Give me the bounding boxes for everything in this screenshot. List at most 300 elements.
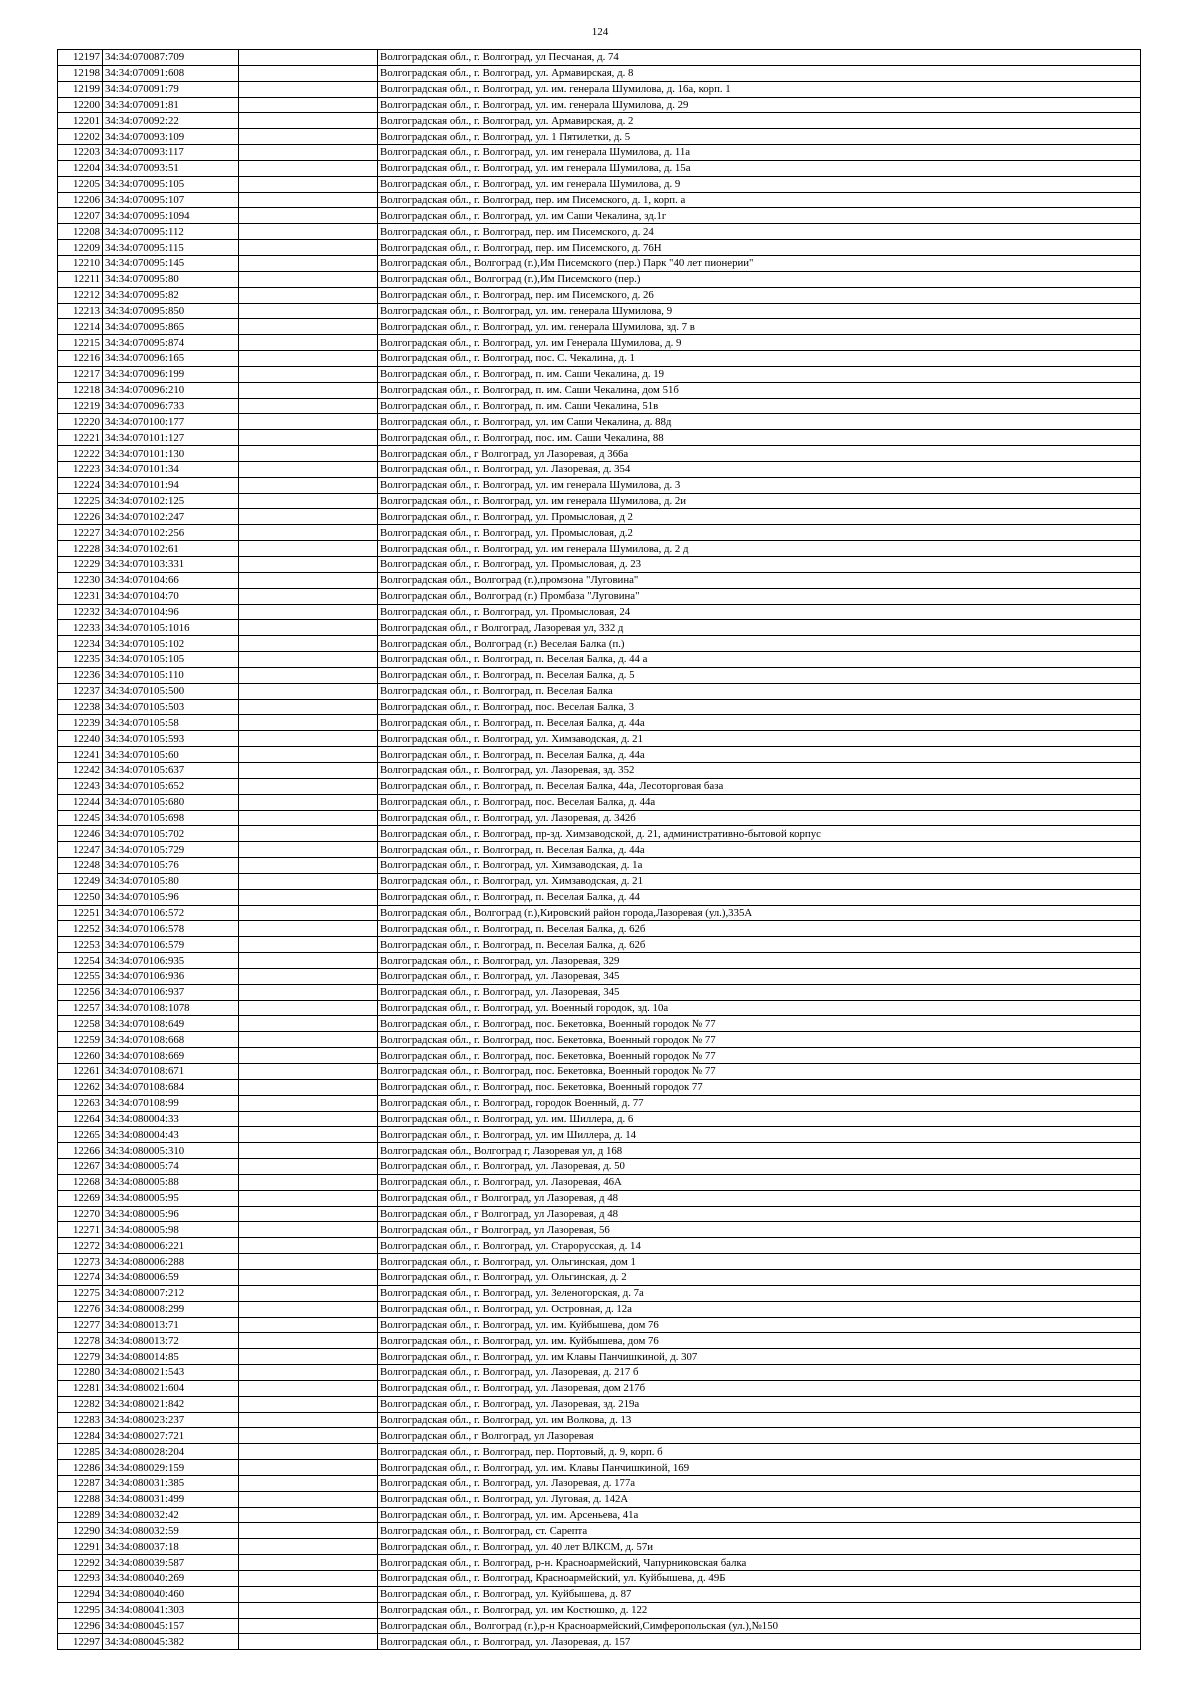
- blank-cell: [239, 255, 378, 271]
- address-cell: Волгоградская обл., г Волгоград, ул Лазоревая, 56: [378, 1222, 1141, 1238]
- cadastral-number-cell: 34:34:080041:303: [103, 1602, 239, 1618]
- cadastral-number-cell: 34:34:080005:98: [103, 1222, 239, 1238]
- table-row: [58, 366, 1141, 382]
- blank-cell: [239, 303, 378, 319]
- address-cell: Волгоградская обл., г. Волгоград, ул. им генерала Шумилова, д. 15а: [378, 160, 1141, 176]
- blank-cell: [239, 446, 378, 462]
- address-cell: Волгоградская обл., г. Волгоград, п. Веселая Балка, д. 44 а: [378, 652, 1141, 668]
- blank-cell: [239, 541, 378, 557]
- registry-table: [57, 49, 1141, 1650]
- blank-cell: [239, 1206, 378, 1222]
- table-row: [58, 1412, 1141, 1428]
- address-cell: Волгоградская обл., г. Волгоград, ул. им Костюшко, д. 122: [378, 1602, 1141, 1618]
- blank-cell: [239, 129, 378, 145]
- address-cell: Волгоградская обл., г. Волгоград, ул. Лазоревая, 345: [378, 968, 1141, 984]
- table-row: [58, 1475, 1141, 1491]
- blank-cell: [239, 1444, 378, 1460]
- table-row: [58, 794, 1141, 810]
- address-cell: Волгоградская обл., г. Волгоград, пер. им Писемского, д. 24: [378, 224, 1141, 240]
- cadastral-number-cell: 34:34:070105:105: [103, 652, 239, 668]
- cadastral-number-cell: 34:34:070095:1094: [103, 208, 239, 224]
- blank-cell: [239, 1095, 378, 1111]
- cadastral-number-cell: 34:34:070101:34: [103, 461, 239, 477]
- table-row: [58, 1285, 1141, 1301]
- table-row: [58, 81, 1141, 97]
- record-number-cell: 12245: [58, 810, 103, 826]
- table-row: [58, 1174, 1141, 1190]
- record-number-cell: 12199: [58, 81, 103, 97]
- record-number-cell: 12234: [58, 636, 103, 652]
- address-cell: Волгоградская обл., г. Волгоград, п. Веселая Балка, д. 44: [378, 889, 1141, 905]
- record-number-cell: 12236: [58, 667, 103, 683]
- cadastral-number-cell: 34:34:070093:51: [103, 160, 239, 176]
- address-cell: Волгоградская обл., Волгоград г, Лазоревая ул, д 168: [378, 1143, 1141, 1159]
- blank-cell: [239, 858, 378, 874]
- blank-cell: [239, 1555, 378, 1571]
- blank-cell: [239, 208, 378, 224]
- cadastral-number-cell: 34:34:070105:1016: [103, 620, 239, 636]
- record-number-cell: 12217: [58, 366, 103, 382]
- table-row: [58, 1222, 1141, 1238]
- cadastral-number-cell: 34:34:070091:79: [103, 81, 239, 97]
- table-row: [58, 953, 1141, 969]
- address-cell: Волгоградская обл., г. Волгоград, ул. Лазоревая, 46А: [378, 1174, 1141, 1190]
- blank-cell: [239, 1143, 378, 1159]
- cadastral-number-cell: 34:34:070105:680: [103, 794, 239, 810]
- table-row: [58, 1032, 1141, 1048]
- record-number-cell: 12213: [58, 303, 103, 319]
- cadastral-number-cell: 34:34:070095:82: [103, 287, 239, 303]
- address-cell: Волгоградская обл., г. Волгоград, ул. им. генерала Шумилова, зд. 7 в: [378, 319, 1141, 335]
- blank-cell: [239, 1475, 378, 1491]
- table-row: [58, 1079, 1141, 1095]
- table-row: [58, 715, 1141, 731]
- address-cell: Волгоградская обл., г. Волгоград, ул. им. Куйбышева, дом 76: [378, 1333, 1141, 1349]
- cadastral-number-cell: 34:34:070103:331: [103, 557, 239, 573]
- address-cell: Волгоградская обл., г. Волгоград, ул. Лазоревая, д. 157: [378, 1634, 1141, 1650]
- blank-cell: [239, 1238, 378, 1254]
- address-cell: Волгоградская обл., г. Волгоград, ул. Лазоревая, дом 217б: [378, 1380, 1141, 1396]
- table-row: [58, 1301, 1141, 1317]
- table-row: [58, 1602, 1141, 1618]
- address-cell: Волгоградская обл., г. Волгоград, ул. Лазоревая, д. 354: [378, 461, 1141, 477]
- cadastral-number-cell: 34:34:070096:199: [103, 366, 239, 382]
- record-number-cell: 12211: [58, 271, 103, 287]
- table-row: [58, 1000, 1141, 1016]
- blank-cell: [239, 667, 378, 683]
- record-number-cell: 12291: [58, 1539, 103, 1555]
- address-cell: Волгоградская обл., г. Волгоград, ул. им. Клавы Панчишкиной, 169: [378, 1460, 1141, 1476]
- record-number-cell: 12238: [58, 699, 103, 715]
- cadastral-number-cell: 34:34:070101:127: [103, 430, 239, 446]
- record-number-cell: 12223: [58, 461, 103, 477]
- record-number-cell: 12230: [58, 572, 103, 588]
- blank-cell: [239, 1048, 378, 1064]
- blank-cell: [239, 160, 378, 176]
- record-number-cell: 12267: [58, 1159, 103, 1175]
- record-number-cell: 12274: [58, 1269, 103, 1285]
- cadastral-number-cell: 34:34:070102:125: [103, 493, 239, 509]
- record-number-cell: 12229: [58, 557, 103, 573]
- cadastral-number-cell: 34:34:080013:72: [103, 1333, 239, 1349]
- cadastral-number-cell: 34:34:070106:937: [103, 984, 239, 1000]
- cadastral-number-cell: 34:34:070092:22: [103, 113, 239, 129]
- blank-cell: [239, 715, 378, 731]
- address-cell: Волгоградская обл., г. Волгоград, ул. Лазоревая, д. 177а: [378, 1475, 1141, 1491]
- cadastral-number-cell: 34:34:070105:503: [103, 699, 239, 715]
- record-number-cell: 12244: [58, 794, 103, 810]
- table-row: [58, 271, 1141, 287]
- cadastral-number-cell: 34:34:070100:177: [103, 414, 239, 430]
- address-cell: Волгоградская обл., г. Волгоград, п. им. Саши Чекалина, д. 19: [378, 366, 1141, 382]
- table-row: [58, 1127, 1141, 1143]
- address-cell: Волгоградская обл., г. Волгоград, ул. им генерала Шумилова, д. 3: [378, 477, 1141, 493]
- cadastral-number-cell: 34:34:070105:698: [103, 810, 239, 826]
- cadastral-number-cell: 34:34:080006:59: [103, 1269, 239, 1285]
- cadastral-number-cell: 34:34:070104:96: [103, 604, 239, 620]
- record-number-cell: 12232: [58, 604, 103, 620]
- address-cell: Волгоградская обл., г. Волгоград, пос. С. Чекалина, д. 1: [378, 351, 1141, 367]
- cadastral-number-cell: 34:34:080006:288: [103, 1254, 239, 1270]
- cadastral-number-cell: 34:34:070105:58: [103, 715, 239, 731]
- address-cell: Волгоградская обл., г. Волгоград, городок Военный, д. 77: [378, 1095, 1141, 1111]
- blank-cell: [239, 1111, 378, 1127]
- cadastral-number-cell: 34:34:070091:608: [103, 65, 239, 81]
- blank-cell: [239, 319, 378, 335]
- cadastral-number-cell: 34:34:080045:382: [103, 1634, 239, 1650]
- cadastral-number-cell: 34:34:080021:842: [103, 1396, 239, 1412]
- registry-table-body: [58, 50, 1141, 1650]
- record-number-cell: 12198: [58, 65, 103, 81]
- address-cell: Волгоградская обл., г. Волгоград, пос. Веселая Балка, д. 44а: [378, 794, 1141, 810]
- address-cell: Волгоградская обл., г. Волгоград, пр-зд. Химзаводской, д. 21, административно-бытовой корпус: [378, 826, 1141, 842]
- cadastral-number-cell: 34:34:080031:385: [103, 1475, 239, 1491]
- address-cell: Волгоградская обл., г. Волгоград, пер. Портовый, д. 9, корп. б: [378, 1444, 1141, 1460]
- record-number-cell: 12287: [58, 1475, 103, 1491]
- address-cell: Волгоградская обл., г. Волгоград, пос. им. Саши Чекалина, 88: [378, 430, 1141, 446]
- address-cell: Волгоградская обл., г. Волгоград, п. Веселая Балка, д. 44а: [378, 842, 1141, 858]
- record-number-cell: 12227: [58, 525, 103, 541]
- cadastral-number-cell: 34:34:070093:117: [103, 145, 239, 161]
- blank-cell: [239, 1032, 378, 1048]
- blank-cell: [239, 1016, 378, 1032]
- record-number-cell: 12254: [58, 953, 103, 969]
- cadastral-number-cell: 34:34:070096:210: [103, 382, 239, 398]
- table-row: [58, 1317, 1141, 1333]
- address-cell: Волгоградская обл., г. Волгоград, ул. Химзаводская, д. 21: [378, 731, 1141, 747]
- cadastral-number-cell: 34:34:070105:702: [103, 826, 239, 842]
- cadastral-number-cell: 34:34:070108:668: [103, 1032, 239, 1048]
- cadastral-number-cell: 34:34:070102:256: [103, 525, 239, 541]
- address-cell: Волгоградская обл., г. Волгоград, ул. Армавирская, д. 8: [378, 65, 1141, 81]
- record-number-cell: 12235: [58, 652, 103, 668]
- record-number-cell: 12260: [58, 1048, 103, 1064]
- record-number-cell: 12263: [58, 1095, 103, 1111]
- blank-cell: [239, 81, 378, 97]
- cadastral-number-cell: 34:34:080040:460: [103, 1586, 239, 1602]
- record-number-cell: 12252: [58, 921, 103, 937]
- table-row: [58, 1190, 1141, 1206]
- address-cell: Волгоградская обл., г. Волгоград, ул. Военный городок, зд. 10а: [378, 1000, 1141, 1016]
- table-row: [58, 1111, 1141, 1127]
- record-number-cell: 12255: [58, 968, 103, 984]
- address-cell: Волгоградская обл., г Волгоград, Лазоревая ул, 332 д: [378, 620, 1141, 636]
- table-row: [58, 509, 1141, 525]
- blank-cell: [239, 921, 378, 937]
- address-cell: Волгоградская обл., г. Волгоград, ул. им генерала Шумилова, д. 2и: [378, 493, 1141, 509]
- blank-cell: [239, 65, 378, 81]
- table-row: [58, 129, 1141, 145]
- table-row: [58, 1380, 1141, 1396]
- table-row: [58, 1254, 1141, 1270]
- cadastral-number-cell: 34:34:080032:59: [103, 1523, 239, 1539]
- address-cell: Волгоградская обл., г. Волгоград, ул. им генерала Шумилова, д. 2 д: [378, 541, 1141, 557]
- cadastral-number-cell: 34:34:080021:543: [103, 1365, 239, 1381]
- cadastral-number-cell: 34:34:070095:850: [103, 303, 239, 319]
- blank-cell: [239, 1254, 378, 1270]
- blank-cell: [239, 97, 378, 113]
- address-cell: Волгоградская обл., г. Волгоград, ул. им Генерала Шумилова, д. 9: [378, 335, 1141, 351]
- address-cell: Волгоградская обл., г. Волгоград, ул. им. генерала Шумилова, д. 29: [378, 97, 1141, 113]
- table-row: [58, 1571, 1141, 1587]
- table-row: [58, 477, 1141, 493]
- blank-cell: [239, 398, 378, 414]
- record-number-cell: 12249: [58, 873, 103, 889]
- address-cell: Волгоградская обл., г. Волгоград, пос. Бекетовка, Военный городок № 77: [378, 1064, 1141, 1080]
- record-number-cell: 12265: [58, 1127, 103, 1143]
- blank-cell: [239, 699, 378, 715]
- record-number-cell: 12197: [58, 50, 103, 66]
- blank-cell: [239, 493, 378, 509]
- table-row: [58, 1206, 1141, 1222]
- cadastral-number-cell: 34:34:070105:60: [103, 747, 239, 763]
- cadastral-number-cell: 34:34:070108:649: [103, 1016, 239, 1032]
- blank-cell: [239, 1539, 378, 1555]
- cadastral-number-cell: 34:34:070091:81: [103, 97, 239, 113]
- record-number-cell: 12270: [58, 1206, 103, 1222]
- record-number-cell: 12242: [58, 762, 103, 778]
- address-cell: Волгоградская обл., г. Волгоград, ул. им Саши Чекалина, зд.1г: [378, 208, 1141, 224]
- table-row: [58, 50, 1141, 66]
- cadastral-number-cell: 34:34:070101:130: [103, 446, 239, 462]
- record-number-cell: 12266: [58, 1143, 103, 1159]
- blank-cell: [239, 652, 378, 668]
- cadastral-number-cell: 34:34:070095:874: [103, 335, 239, 351]
- cadastral-number-cell: 34:34:070105:500: [103, 683, 239, 699]
- cadastral-number-cell: 34:34:080029:159: [103, 1460, 239, 1476]
- address-cell: Волгоградская обл., Волгоград (г.) Веселая Балка (п.): [378, 636, 1141, 652]
- cadastral-number-cell: 34:34:070105:637: [103, 762, 239, 778]
- cadastral-number-cell: 34:34:070105:652: [103, 778, 239, 794]
- record-number-cell: 12200: [58, 97, 103, 113]
- cadastral-number-cell: 34:34:070101:94: [103, 477, 239, 493]
- blank-cell: [239, 557, 378, 573]
- address-cell: Волгоградская обл., г. Волгоград, ул. Лазоревая, 329: [378, 953, 1141, 969]
- table-row: [58, 382, 1141, 398]
- address-cell: Волгоградская обл., г Волгоград, ул Лазоревая, д 48: [378, 1206, 1141, 1222]
- blank-cell: [239, 50, 378, 66]
- blank-cell: [239, 572, 378, 588]
- table-row: [58, 557, 1141, 573]
- cadastral-number-cell: 34:34:070105:593: [103, 731, 239, 747]
- record-number-cell: 12239: [58, 715, 103, 731]
- blank-cell: [239, 620, 378, 636]
- table-row: [58, 351, 1141, 367]
- address-cell: Волгоградская обл., г. Волгоград, ул. Лазоревая, зд. 352: [378, 762, 1141, 778]
- address-cell: Волгоградская обл., г. Волгоград, ул. Лазоревая, д. 217 б: [378, 1365, 1141, 1381]
- cadastral-number-cell: 34:34:070105:76: [103, 858, 239, 874]
- cadastral-number-cell: 34:34:080005:310: [103, 1143, 239, 1159]
- table-row: [58, 1555, 1141, 1571]
- record-number-cell: 12285: [58, 1444, 103, 1460]
- cadastral-number-cell: 34:34:080005:96: [103, 1206, 239, 1222]
- address-cell: Волгоградская обл., г. Волгоград, пер. им Писемского, д. 1, корп. а: [378, 192, 1141, 208]
- table-row: [58, 762, 1141, 778]
- address-cell: Волгоградская обл., Волгоград (г.),промзона "Луговина": [378, 572, 1141, 588]
- record-number-cell: 12281: [58, 1380, 103, 1396]
- address-cell: Волгоградская обл., г. Волгоград, ул. Химзаводская, д. 1а: [378, 858, 1141, 874]
- cadastral-number-cell: 34:34:070102:247: [103, 509, 239, 525]
- table-row: [58, 493, 1141, 509]
- record-number-cell: 12225: [58, 493, 103, 509]
- table-row: [58, 1428, 1141, 1444]
- cadastral-number-cell: 34:34:080027:721: [103, 1428, 239, 1444]
- record-number-cell: 12240: [58, 731, 103, 747]
- cadastral-number-cell: 34:34:070095:112: [103, 224, 239, 240]
- record-number-cell: 12226: [58, 509, 103, 525]
- address-cell: Волгоградская обл., г. Волгоград, ул. им Шиллера, д. 14: [378, 1127, 1141, 1143]
- table-row: [58, 525, 1141, 541]
- record-number-cell: 12233: [58, 620, 103, 636]
- cadastral-number-cell: 34:34:080032:42: [103, 1507, 239, 1523]
- blank-cell: [239, 477, 378, 493]
- cadastral-number-cell: 34:34:070104:66: [103, 572, 239, 588]
- cadastral-number-cell: 34:34:070102:61: [103, 541, 239, 557]
- blank-cell: [239, 113, 378, 129]
- table-row: [58, 97, 1141, 113]
- blank-cell: [239, 889, 378, 905]
- record-number-cell: 12292: [58, 1555, 103, 1571]
- table-row: [58, 430, 1141, 446]
- blank-cell: [239, 1301, 378, 1317]
- blank-cell: [239, 794, 378, 810]
- address-cell: Волгоградская обл., г. Волгоград, Красноармейский, ул. Куйбышева, д. 49Б: [378, 1571, 1141, 1587]
- table-row: [58, 810, 1141, 826]
- table-row: [58, 1159, 1141, 1175]
- table-row: [58, 873, 1141, 889]
- address-cell: Волгоградская обл., г. Волгоград, ул Песчаная, д. 74: [378, 50, 1141, 66]
- address-cell: Волгоградская обл., г. Волгоград, ул. Старорусская, д. 14: [378, 1238, 1141, 1254]
- cadastral-number-cell: 34:34:080004:33: [103, 1111, 239, 1127]
- blank-cell: [239, 762, 378, 778]
- record-number-cell: 12256: [58, 984, 103, 1000]
- blank-cell: [239, 1586, 378, 1602]
- cadastral-number-cell: 34:34:080008:299: [103, 1301, 239, 1317]
- blank-cell: [239, 1159, 378, 1175]
- blank-cell: [239, 683, 378, 699]
- table-row: [58, 255, 1141, 271]
- cadastral-number-cell: 34:34:080023:237: [103, 1412, 239, 1428]
- table-row: [58, 778, 1141, 794]
- blank-cell: [239, 461, 378, 477]
- record-number-cell: 12216: [58, 351, 103, 367]
- record-number-cell: 12290: [58, 1523, 103, 1539]
- table-row: [58, 160, 1141, 176]
- blank-cell: [239, 1428, 378, 1444]
- table-row: [58, 1523, 1141, 1539]
- cadastral-number-cell: 34:34:080007:212: [103, 1285, 239, 1301]
- record-number-cell: 12289: [58, 1507, 103, 1523]
- record-number-cell: 12206: [58, 192, 103, 208]
- address-cell: Волгоградская обл., г. Волгоград, ул. Химзаводская, д. 21: [378, 873, 1141, 889]
- blank-cell: [239, 145, 378, 161]
- blank-cell: [239, 1064, 378, 1080]
- blank-cell: [239, 937, 378, 953]
- table-row: [58, 65, 1141, 81]
- table-row: [58, 398, 1141, 414]
- record-number-cell: 12247: [58, 842, 103, 858]
- blank-cell: [239, 1000, 378, 1016]
- record-number-cell: 12259: [58, 1032, 103, 1048]
- record-number-cell: 12251: [58, 905, 103, 921]
- cadastral-number-cell: 34:34:070108:669: [103, 1048, 239, 1064]
- address-cell: Волгоградская обл., г Волгоград, ул Лазоревая: [378, 1428, 1141, 1444]
- blank-cell: [239, 1460, 378, 1476]
- record-number-cell: 12219: [58, 398, 103, 414]
- table-row: [58, 747, 1141, 763]
- cadastral-number-cell: 34:34:080005:88: [103, 1174, 239, 1190]
- cadastral-number-cell: 34:34:080045:157: [103, 1618, 239, 1634]
- blank-cell: [239, 1491, 378, 1507]
- record-number-cell: 12209: [58, 240, 103, 256]
- cadastral-number-cell: 34:34:070093:109: [103, 129, 239, 145]
- blank-cell: [239, 826, 378, 842]
- cadastral-number-cell: 34:34:070108:671: [103, 1064, 239, 1080]
- table-row: [58, 1491, 1141, 1507]
- table-row: [58, 208, 1141, 224]
- blank-cell: [239, 1380, 378, 1396]
- address-cell: Волгоградская обл., г. Волгоград, ул. им. Арсеньева, 41а: [378, 1507, 1141, 1523]
- address-cell: Волгоградская обл., г. Волгоград, ул. Промысловая, д.2: [378, 525, 1141, 541]
- blank-cell: [239, 1365, 378, 1381]
- address-cell: Волгоградская обл., г. Волгоград, ул. им генерала Шумилова, д. 11а: [378, 145, 1141, 161]
- cadastral-number-cell: 34:34:070106:936: [103, 968, 239, 984]
- table-row: [58, 620, 1141, 636]
- address-cell: Волгоградская обл., г. Волгоград, п. Веселая Балка, 44а, Лесоторговая база: [378, 778, 1141, 794]
- address-cell: Волгоградская обл., г. Волгоград, ул. им. Шиллера, д. 6: [378, 1111, 1141, 1127]
- blank-cell: [239, 1349, 378, 1365]
- address-cell: Волгоградская обл., г. Волгоград, ул. Промысловая, 24: [378, 604, 1141, 620]
- record-number-cell: 12207: [58, 208, 103, 224]
- blank-cell: [239, 351, 378, 367]
- table-row: [58, 889, 1141, 905]
- record-number-cell: 12273: [58, 1254, 103, 1270]
- record-number-cell: 12296: [58, 1618, 103, 1634]
- table-row: [58, 842, 1141, 858]
- table-row: [58, 1365, 1141, 1381]
- table-row: [58, 858, 1141, 874]
- table-row: [58, 1269, 1141, 1285]
- table-row: [58, 1396, 1141, 1412]
- record-number-cell: 12221: [58, 430, 103, 446]
- address-cell: Волгоградская обл., г. Волгоград, пос. Бекетовка, Военный городок № 77: [378, 1032, 1141, 1048]
- table-row: [58, 636, 1141, 652]
- cadastral-number-cell: 34:34:070106:578: [103, 921, 239, 937]
- cadastral-number-cell: 34:34:070106:935: [103, 953, 239, 969]
- blank-cell: [239, 968, 378, 984]
- address-cell: Волгоградская обл., г. Волгоград, пер. им Писемского, д. 26: [378, 287, 1141, 303]
- table-row: [58, 572, 1141, 588]
